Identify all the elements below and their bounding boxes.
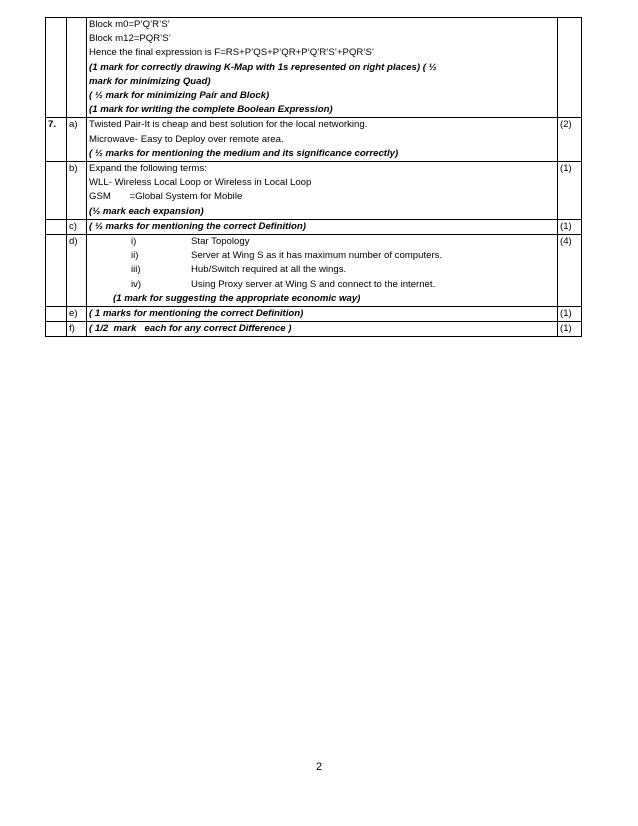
marking-scheme-table	[45, 17, 582, 337]
part-cell: d)	[67, 235, 87, 307]
table-row	[46, 322, 582, 337]
marking-note: (1 mark for correctly drawing K-Map with 1s represented on right places) ( ½	[89, 61, 437, 73]
answer-cell	[87, 235, 558, 307]
list-item	[89, 249, 555, 263]
question-number-cell	[46, 219, 67, 234]
part-cell: a)	[67, 118, 87, 162]
question-number-cell	[46, 235, 67, 307]
list-item-text: Using Proxy server at Wing S and connect to the internet.	[191, 278, 436, 290]
table-row	[46, 219, 582, 234]
list-item-text: Hub/Switch required at all the wings.	[191, 264, 347, 276]
list-item-number: i)	[131, 236, 137, 248]
answer-cell	[87, 162, 558, 220]
marking-note: ( 1 marks for mentioning the correct Definition)	[89, 308, 304, 320]
part-cell	[67, 18, 87, 118]
marks-cell: (1)	[558, 322, 582, 337]
marks-cell: (1)	[558, 219, 582, 234]
table-row	[46, 162, 582, 220]
answer-line: Block m0=P’Q’R’S’	[89, 19, 170, 30]
marking-note: ( ½ marks for mentioning the correct Definition)	[89, 220, 306, 232]
part-cell: f)	[67, 322, 87, 337]
list-item-text: Server at Wing S as it has maximum number of computers.	[191, 250, 443, 262]
page-number: 2	[315, 761, 323, 773]
marks-cell	[558, 18, 582, 118]
answer-cell	[87, 118, 558, 162]
table-row	[46, 235, 582, 307]
list-item-number: iii)	[131, 264, 141, 276]
part-cell: b)	[67, 162, 87, 220]
table-row	[46, 18, 582, 118]
marking-note: (1 mark for suggesting the appropriate economic way)	[113, 292, 361, 304]
marks-cell: (1)	[558, 307, 582, 322]
question-number-cell	[46, 162, 67, 220]
marking-note: mark for minimizing Quad)	[89, 75, 211, 87]
answer-line: WLL- Wireless Local Loop or Wireless in Local Loop	[89, 177, 312, 189]
marks-cell: (2)	[558, 118, 582, 162]
answer-cell	[87, 307, 558, 322]
answer-cell	[87, 18, 558, 118]
answer-line: Expand the following terms:	[89, 163, 207, 175]
list-item	[89, 263, 555, 277]
part-cell: c)	[67, 219, 87, 234]
table-row	[46, 118, 582, 162]
list-item-number: ii)	[131, 250, 139, 262]
answer-line: Hence the final expression is F=RS+P’QS+P’QR+P’Q’R’S’+PQR’S’	[89, 47, 374, 59]
answer-cell	[87, 219, 558, 234]
question-number-cell	[46, 322, 67, 337]
answer-cell	[87, 322, 558, 337]
marking-note: ( ½ mark for minimizing Pair and Block)	[89, 90, 270, 102]
table-row	[46, 307, 582, 322]
marking-note: (1 mark for writing the complete Boolean Expression)	[89, 104, 333, 116]
question-number-cell	[46, 18, 67, 118]
marks-cell: (4)	[558, 235, 582, 307]
answer-line: GSM =Global System for Mobile	[89, 191, 243, 203]
list-item	[89, 278, 555, 292]
answer-line: Twisted Pair-It is cheap and best solution for the local networking.	[89, 119, 368, 131]
part-cell: e)	[67, 307, 87, 322]
list-item	[89, 235, 555, 249]
list-item-number: iv)	[131, 278, 142, 290]
answer-line: Block m12=PQR’S’	[89, 33, 171, 45]
marking-note: ( ½ marks for mentioning the medium and its significance correctly)	[89, 147, 399, 159]
list-item-text: Star Topology	[191, 236, 250, 248]
marking-note: (½ mark each expansion)	[89, 205, 204, 217]
question-number-cell: 7.	[46, 118, 67, 162]
marks-cell: (1)	[558, 162, 582, 220]
marking-note: ( 1/2 mark each for any correct Difference )	[89, 323, 292, 335]
question-number-cell	[46, 307, 67, 322]
answer-line: Microwave- Easy to Deploy over remote area.	[89, 133, 284, 145]
